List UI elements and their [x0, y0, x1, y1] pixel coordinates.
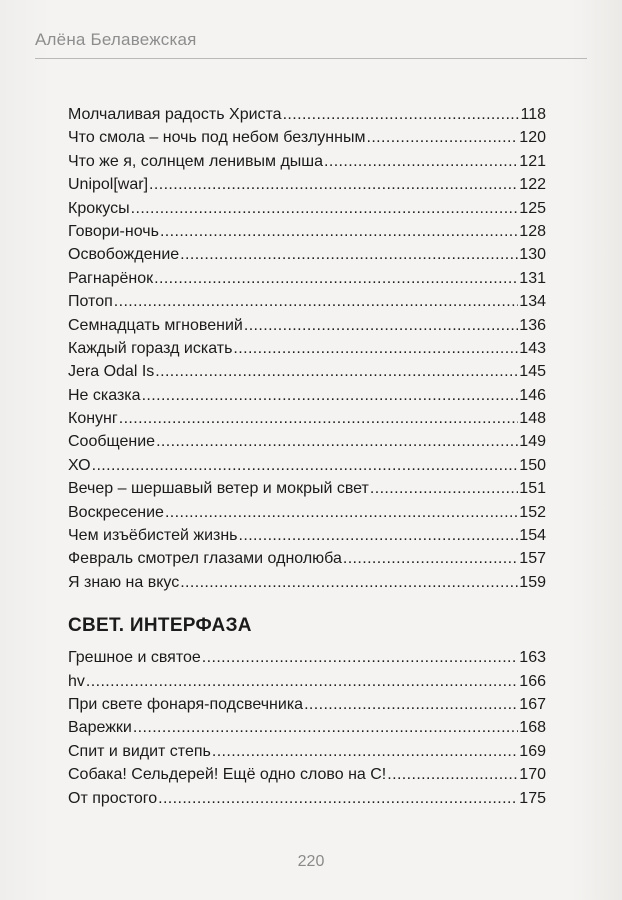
toc-entry-title: Jera Odal Is: [68, 363, 155, 381]
dot-leader: [131, 197, 519, 220]
toc-entry: [68, 150, 546, 173]
toc-entry-title: Потоп: [68, 293, 113, 311]
dot-leader: [158, 787, 518, 810]
toc-entry-title: Конунг: [68, 410, 118, 428]
toc-entry-page: 175: [519, 789, 546, 807]
dot-leader: [160, 220, 518, 243]
toc-entry: [68, 501, 546, 524]
dot-leader: [149, 173, 518, 196]
page-number: 220: [297, 853, 325, 870]
toc-entry-page: 120: [519, 129, 546, 147]
toc-entry: [68, 454, 546, 477]
toc-entry-page: 152: [519, 503, 546, 521]
toc-entry-title: Спит и видит степь: [68, 742, 211, 760]
toc-entry: [68, 384, 546, 407]
toc-entry-title: Освобождение: [68, 246, 180, 264]
toc-entry: [68, 430, 546, 453]
dot-leader: [244, 314, 518, 337]
toc-entry: [68, 173, 546, 196]
toc-entry-page: 128: [519, 222, 546, 240]
dot-leader: [142, 384, 519, 407]
toc-list-part-1: [68, 103, 546, 594]
toc-entry-page: 168: [519, 719, 546, 737]
toc-entry: [68, 693, 546, 716]
toc-entry-page: 167: [519, 695, 546, 713]
toc-entry-title: Каждый горазд искать: [68, 339, 233, 357]
toc-entry-title: Что смола – ночь под небом безлунным: [68, 129, 366, 147]
toc-entry-title: Unipol[war]: [68, 176, 149, 194]
toc-entry: [68, 407, 546, 430]
dot-leader: [212, 740, 518, 763]
toc-entry: [68, 267, 546, 290]
toc-entry: [68, 547, 546, 570]
dot-leader: [154, 267, 518, 290]
toc-entry-title: Грешное и святое: [68, 649, 201, 667]
toc-entry-title: Не сказка: [68, 386, 141, 404]
dot-leader: [119, 407, 519, 430]
toc-entry-title: Говори-ночь: [68, 222, 159, 240]
toc-entry: [68, 126, 546, 149]
toc-entry-page: 145: [519, 363, 546, 381]
toc-entry: [68, 670, 546, 693]
toc-entry-title: Февраль смотрел глазами однолюба: [68, 550, 342, 568]
toc-entry-page: 143: [519, 339, 546, 357]
toc-entry: [68, 524, 546, 547]
table-of-contents: [68, 103, 546, 810]
toc-entry-title: Собака! Сельдерей! Ещё одно слово на С!: [68, 766, 387, 784]
toc-entry-title: Что же я, солнцем ленивым дыша: [68, 152, 324, 170]
toc-entry-page: 131: [519, 269, 546, 287]
toc-entry: [68, 646, 546, 669]
dot-leader: [324, 150, 518, 173]
toc-entry-page: 130: [519, 246, 546, 264]
toc-entry-page: 169: [519, 742, 546, 760]
toc-entry-title: От простого: [68, 789, 158, 807]
toc-entry: [68, 337, 546, 360]
dot-leader: [133, 716, 518, 739]
toc-entry-title: Сообщение: [68, 433, 156, 451]
toc-entry-page: 122: [519, 176, 546, 194]
toc-entry-page: 149: [519, 433, 546, 451]
toc-entry-title: Я знаю на вкус: [68, 573, 180, 591]
section-heading: СВЕТ. ИНТЕРФАЗА: [68, 615, 252, 637]
toc-entry-page: 136: [519, 316, 546, 334]
dot-leader: [92, 454, 519, 477]
toc-entry: [68, 220, 546, 243]
toc-entry: [68, 571, 546, 594]
toc-entry-page: 125: [519, 199, 546, 217]
dot-leader: [180, 571, 518, 594]
toc-entry: [68, 197, 546, 220]
toc-entry-page: 170: [519, 766, 546, 784]
toc-entry-title: Семнадцать мгновений: [68, 316, 243, 334]
toc-entry-title: Рагнарёнок: [68, 269, 154, 287]
toc-entry-page: 151: [519, 480, 546, 498]
toc-entry-title: hv: [68, 672, 85, 690]
toc-entry-page: 148: [519, 410, 546, 428]
dot-leader: [180, 243, 518, 266]
toc-entry-title: Варежки: [68, 719, 132, 737]
toc-entry: [68, 716, 546, 739]
toc-entry-page: 146: [519, 386, 546, 404]
dot-leader: [233, 337, 518, 360]
toc-list-part-2: [68, 646, 546, 810]
toc-entry: [68, 290, 546, 313]
dot-leader: [283, 103, 520, 126]
dot-leader: [239, 524, 519, 547]
toc-entry-title: Воскресение: [68, 503, 164, 521]
toc-entry: [68, 763, 546, 786]
toc-entry-title: Чем изъёбистей жизнь: [68, 527, 238, 545]
toc-entry-page: 134: [519, 293, 546, 311]
toc-entry-title: При свете фонаря-подсвечника: [68, 695, 304, 713]
dot-leader: [366, 126, 518, 149]
dot-leader: [343, 547, 518, 570]
dot-leader: [202, 646, 519, 669]
toc-entry: [68, 787, 546, 810]
toc-entry-page: 163: [519, 649, 546, 667]
dot-leader: [304, 693, 518, 716]
dot-leader: [387, 763, 518, 786]
toc-entry-page: 154: [519, 527, 546, 545]
toc-entry-page: 150: [519, 456, 546, 474]
toc-entry-title: ХО: [68, 456, 91, 474]
toc-entry-title: Молчаливая радость Христа: [68, 106, 282, 123]
running-head: Алёна Белавежская: [35, 30, 197, 49]
dot-leader: [165, 501, 518, 524]
toc-entry-title: Крокусы: [68, 199, 130, 217]
toc-entry-page: 166: [519, 672, 546, 690]
toc-entry: [68, 740, 546, 763]
toc-entry: [68, 360, 546, 383]
dot-leader: [156, 430, 518, 453]
toc-entry: [68, 314, 546, 337]
toc-entry-page: 118: [520, 106, 546, 123]
toc-entry: [68, 477, 546, 500]
toc-entry-page: 121: [519, 152, 546, 170]
dot-leader: [155, 360, 518, 383]
toc-entry: [68, 243, 546, 266]
toc-entry: [68, 103, 546, 126]
dot-leader: [114, 290, 519, 313]
dot-leader: [370, 477, 518, 500]
toc-entry-title: Вечер – шершавый ветер и мокрый свет: [68, 480, 369, 498]
toc-entry-page: 159: [519, 573, 546, 591]
dot-leader: [86, 670, 518, 693]
header-rule: [35, 58, 587, 59]
toc-entry-page: 157: [519, 550, 546, 568]
